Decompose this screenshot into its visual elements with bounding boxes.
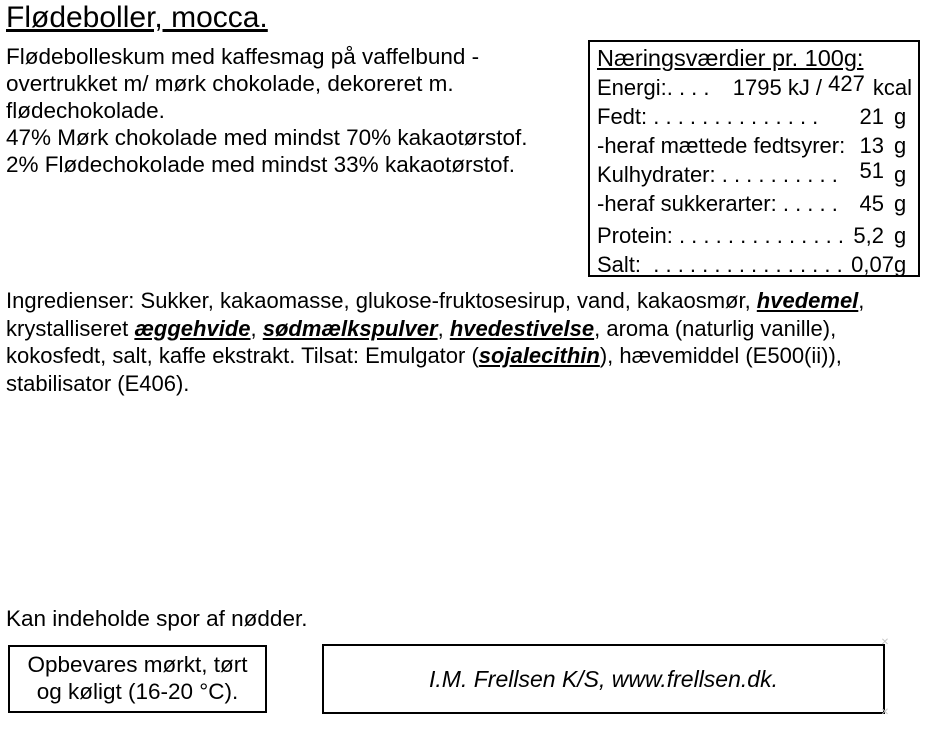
nutrient-label: -heraf mættede fedtsyrer: xyxy=(597,133,846,158)
nutrition-rows xyxy=(597,73,912,279)
producer-box xyxy=(322,644,885,714)
nutrient-value: 21 xyxy=(859,104,884,129)
product-description xyxy=(6,43,527,178)
ingredient-allergen: sojalecithin xyxy=(478,343,600,368)
nutrition-row xyxy=(597,73,912,102)
dotted-leader: . . . . . xyxy=(776,191,838,216)
nutrient-label: Kulhydrater: xyxy=(597,162,716,187)
selection-handle-icon: ✕ xyxy=(880,637,890,648)
description-line: overtrukket m/ mørk chokolade, dekoreret m. xyxy=(6,71,454,96)
dotted-leader: . . . . . . . . . . . . . . xyxy=(672,223,844,248)
dotted-leader: . . . xyxy=(672,75,716,100)
nutrient-value: 51 xyxy=(859,158,884,183)
ingredient-allergen: hvedemel xyxy=(756,288,859,313)
nutrient-value-prefix: 1795 kJ / xyxy=(732,75,829,100)
nutrition-row xyxy=(597,189,912,218)
storage-line: Opbevares mørkt, tørt xyxy=(27,652,248,677)
ingredient-text: kokosfedt, salt, kaffe ekstrakt. Tilsat: Emulgator ( xyxy=(6,343,479,368)
nutrient-unit: g xyxy=(894,104,907,129)
nutrient-label: Salt: xyxy=(597,252,642,277)
ingredient-text: , xyxy=(858,288,865,313)
ingredient-text: stabilisator (E406). xyxy=(6,370,190,396)
dotted-leader: . . . . . . . . . . xyxy=(715,162,838,187)
page-title: Flødeboller, mocca. xyxy=(6,1,268,34)
ingredient-text: , aroma (naturlig vanille), xyxy=(594,315,837,341)
nutrient-label: -heraf sukkerarter: xyxy=(597,191,777,216)
selection-handle-icon: ✕ xyxy=(880,707,890,718)
nutrient-label: Fedt: xyxy=(597,104,648,129)
nutrition-facts-box xyxy=(588,40,920,277)
description-line: flødechokolade. xyxy=(6,98,165,123)
nutrient-value: 45 xyxy=(859,191,884,216)
nutrition-row xyxy=(597,221,912,250)
storage-instructions-box xyxy=(8,645,267,713)
ingredient-text: , xyxy=(250,315,263,341)
ingredients-paragraph xyxy=(6,287,864,397)
ingredient-text: , xyxy=(437,315,450,341)
nutrient-value: 5,2 xyxy=(853,223,884,248)
nutrient-unit: g xyxy=(894,223,907,248)
nutrition-row xyxy=(597,102,912,131)
nutrition-header: Næringsværdier pr. 100g: xyxy=(597,45,864,71)
producer-text: I.M. Frellsen K/S, www.frellsen.dk. xyxy=(429,665,778,692)
nutrient-unit: g xyxy=(894,252,907,277)
description-line: 2% Flødechokolade med mindst 33% kakaotørstof. xyxy=(6,152,515,177)
nutrient-value: 427 xyxy=(828,71,865,96)
ingredient-allergen: æggehvide xyxy=(134,315,251,341)
nutrient-value: 13 xyxy=(859,133,884,158)
ingredient-text: krystalliseret xyxy=(6,315,135,341)
nutrient-value: 0,07 xyxy=(851,252,894,277)
nutrition-row xyxy=(597,160,912,189)
description-line: Flødebolleskum med kaffesmag på vaffelbund - xyxy=(6,44,480,69)
nutrient-unit: g xyxy=(894,133,907,158)
nutrient-label: Energi:. xyxy=(597,75,673,100)
ingredient-allergen: hvedestivelse xyxy=(449,315,595,341)
ingredient-allergen: sødmælkspulver xyxy=(262,315,438,341)
ingredients-line xyxy=(6,315,864,343)
ingredient-text: ), hævemiddel (E500(ii)), xyxy=(599,343,842,368)
ingredients-line xyxy=(6,287,864,315)
ingredients-line xyxy=(6,370,864,398)
dotted-leader: . . . . . . . . . . . . . . . . xyxy=(641,252,843,277)
description-line: 47% Mørk chokolade med mindst 70% kakaotørstof. xyxy=(6,125,528,150)
nutrient-label: Protein: xyxy=(597,223,673,248)
nutrient-unit: g xyxy=(894,191,907,216)
storage-line: og køligt (16-20 °C). xyxy=(36,679,239,704)
nutrient-unit: kcal xyxy=(872,75,912,100)
ingredient-text: Ingredienser: Sukker, kakaomasse, glukose-fruktosesirup, vand, kakaosmør, xyxy=(6,288,757,313)
nutrient-unit: g xyxy=(894,162,907,187)
allergen-note: Kan indeholde spor af nødder. xyxy=(6,606,308,631)
ingredients-line xyxy=(6,342,864,370)
nutrition-row xyxy=(597,250,912,279)
dotted-leader: . . . . . . . . . . . . . . xyxy=(647,104,819,129)
